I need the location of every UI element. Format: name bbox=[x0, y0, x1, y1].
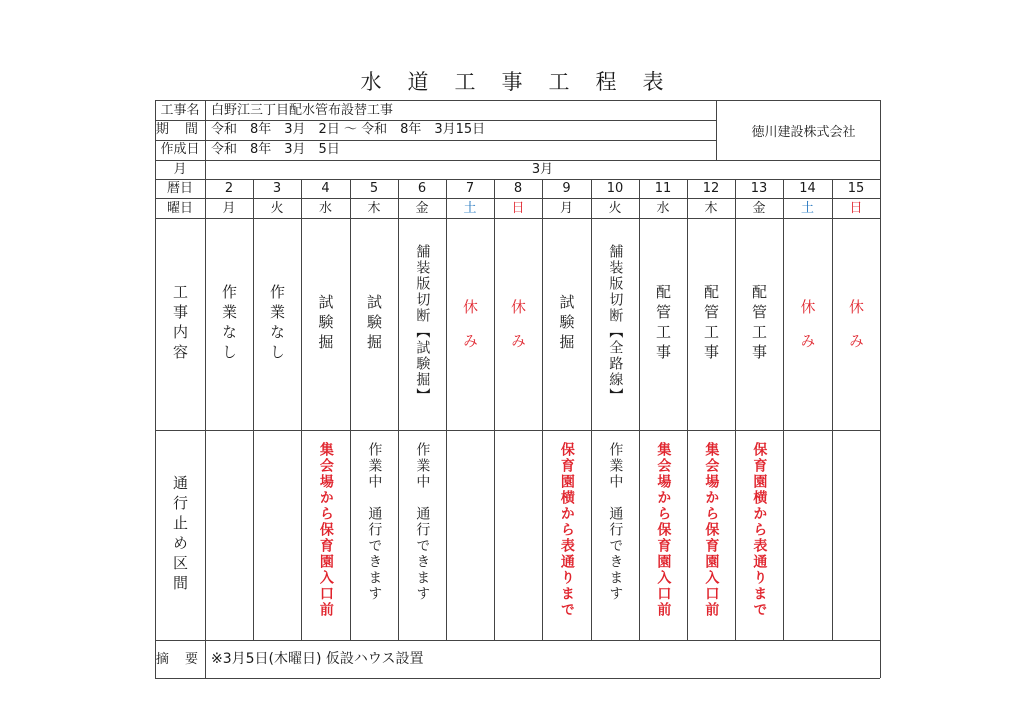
period-value: 令和 8年 3月 2日 ～ 令和 8年 3月15日 bbox=[211, 122, 486, 137]
weekday: 月 bbox=[222, 200, 236, 216]
page-title: 水道工事工程表 bbox=[360, 70, 690, 94]
weekday: 火 bbox=[608, 200, 622, 216]
work-content: 舗装版切断【試験掘】 bbox=[414, 244, 431, 404]
calendar-date: 12 bbox=[702, 181, 720, 196]
closure-section: 作業中 通行できます bbox=[607, 442, 624, 602]
work-content: 配管工事 bbox=[702, 284, 720, 364]
calendar-date: 11 bbox=[654, 181, 672, 196]
weekday-row-label: 曜日 bbox=[166, 200, 193, 216]
weekday: 日 bbox=[511, 200, 525, 216]
closure-section: 集会場から保育園入口前 bbox=[317, 442, 334, 618]
work-content: 作業なし bbox=[220, 284, 238, 364]
calendar-date: 2 bbox=[224, 181, 234, 196]
work-content: 配管工事 bbox=[654, 284, 672, 364]
month-label: 月 bbox=[173, 162, 187, 177]
period-label: 期 間 bbox=[155, 122, 205, 137]
weekday: 火 bbox=[270, 200, 284, 216]
calendar-date: 8 bbox=[513, 181, 523, 196]
summary-label: 摘 要 bbox=[155, 651, 205, 667]
weekday: 月 bbox=[559, 200, 573, 216]
calendar-date: 15 bbox=[847, 181, 865, 196]
calendar-date: 6 bbox=[417, 181, 427, 196]
weekday: 水 bbox=[318, 200, 332, 216]
work-content: 試験掘 bbox=[557, 294, 576, 354]
work-name-label: 工事名 bbox=[160, 103, 200, 118]
grid-line bbox=[716, 100, 717, 160]
calendar-date: 10 bbox=[606, 181, 624, 196]
weekday: 木 bbox=[704, 200, 718, 216]
grid-line bbox=[155, 140, 716, 141]
closure-section: 作業中 通行できます bbox=[366, 442, 383, 602]
closure-section: 保育園横から表通りまで bbox=[558, 442, 575, 618]
weekday: 日 bbox=[849, 200, 863, 216]
closure-row-label: 通行止め区間 bbox=[171, 475, 189, 595]
closure-section: 保育園横から表通りまで bbox=[751, 442, 768, 618]
month-value: 3月 bbox=[531, 162, 554, 177]
work-content: 作業なし bbox=[268, 284, 286, 364]
weekday: 水 bbox=[656, 200, 670, 216]
closure-section: 集会場から保育園入口前 bbox=[703, 442, 720, 618]
calendar-date: 4 bbox=[321, 181, 330, 196]
work-content: 休 み bbox=[509, 298, 527, 350]
grid-line bbox=[155, 100, 156, 678]
grid-line bbox=[155, 640, 880, 641]
closure-section: 集会場から保育園入口前 bbox=[655, 442, 672, 618]
created-value: 令和 8年 3月 5日 bbox=[211, 142, 340, 157]
grid-line bbox=[155, 120, 716, 121]
company-name: 徳川建設株式会社 bbox=[751, 124, 856, 140]
calendar-date: 14 bbox=[799, 181, 816, 196]
grid-line bbox=[205, 100, 206, 160]
content-row-label: 工事内容 bbox=[171, 284, 189, 364]
weekday: 金 bbox=[752, 200, 766, 216]
work-content: 配管工事 bbox=[750, 284, 768, 364]
summary-value: ※3月5日(木曜日) 仮設ハウス設置 bbox=[211, 651, 424, 667]
weekday: 木 bbox=[367, 200, 381, 216]
weekday: 土 bbox=[800, 200, 814, 216]
grid-line bbox=[880, 100, 881, 678]
calendar-date: 9 bbox=[562, 181, 571, 196]
date-row-label: 暦日 bbox=[166, 181, 193, 196]
weekday: 金 bbox=[415, 200, 429, 216]
calendar-date: 5 bbox=[369, 181, 379, 196]
work-content: 舗装版切断【全路線】 bbox=[607, 244, 624, 404]
closure-section: 作業中 通行できます bbox=[414, 442, 431, 602]
work-content: 休 み bbox=[847, 298, 865, 350]
weekday: 土 bbox=[463, 200, 477, 216]
grid-line bbox=[155, 100, 880, 101]
grid-line bbox=[155, 160, 880, 161]
created-label: 作成日 bbox=[160, 142, 200, 157]
work-content: 試験掘 bbox=[365, 294, 383, 354]
work-content: 試験掘 bbox=[316, 294, 335, 354]
work-name-value: 白野江三丁目配水管布設替工事 bbox=[211, 103, 394, 118]
calendar-date: 3 bbox=[272, 181, 282, 196]
work-content: 休 み bbox=[798, 298, 817, 350]
calendar-date: 13 bbox=[750, 181, 768, 196]
work-content: 休 み bbox=[461, 298, 479, 350]
calendar-date: 7 bbox=[465, 181, 475, 196]
grid-line bbox=[155, 678, 880, 679]
